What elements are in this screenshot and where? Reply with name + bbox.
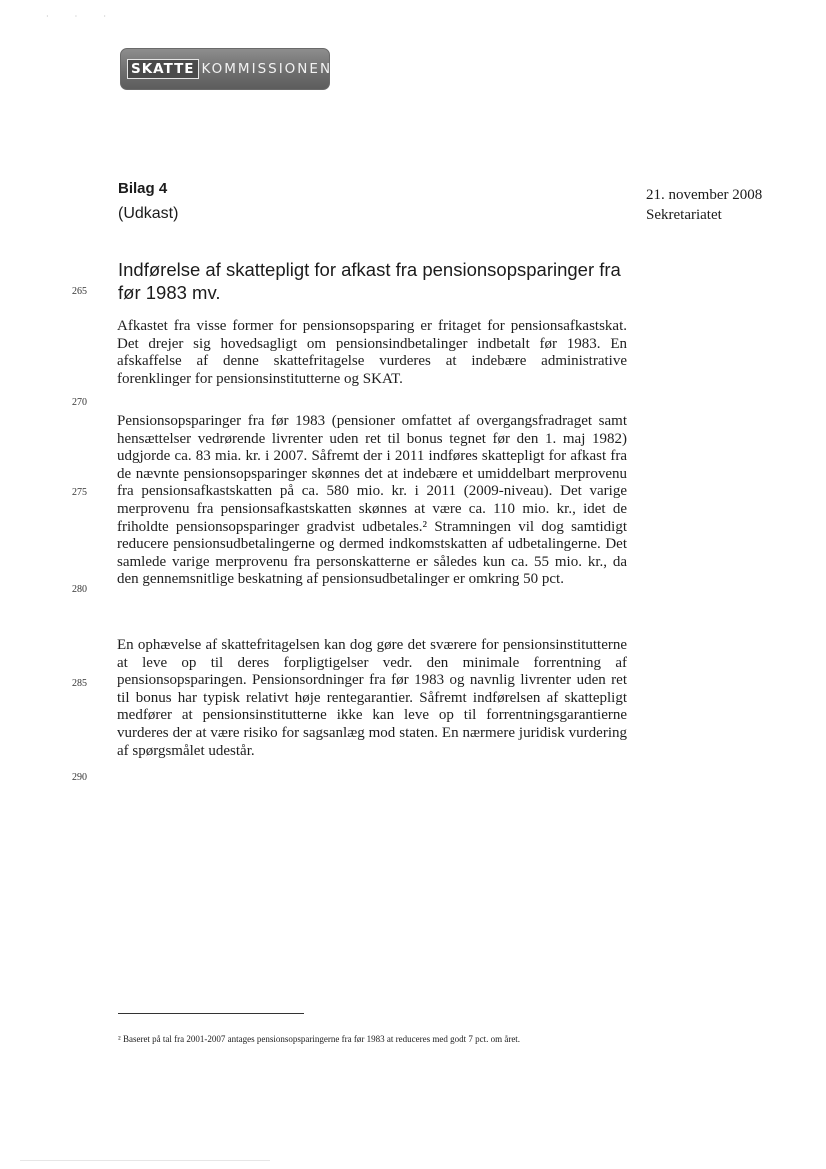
- document-date: 21. november 2008: [646, 187, 763, 203]
- logo-word-skatte: SKATTE: [127, 59, 199, 79]
- body-paragraph-1: Afkastet fra visse former for pensionsopsparing er fritaget for pensionsafkastskat. Det drejer sig hovedsagligt om pensionsindbetalinger indbetalt før 1983. En afskaffelse af denne skattefritagelse vurderes at indebære administrative forenklinger for pensionsinstitutterne og SKAT.: [117, 318, 627, 387]
- footnote: ² Baseret på tal fra 2001-2007 antages pensionsopsparingerne fra før 1983 at reduceres med godt 7 pct. om året.: [118, 1034, 521, 1044]
- line-number: 275: [72, 487, 87, 498]
- body-paragraph-2: Pensionsopsparinger fra før 1983 (pensioner omfattet af overgangsfradraget samt hensættelser vedrørende livrenter uden ret til bonus tegnet før den 1. maj 1982) udgjorde ca. 83 mia. kr. i 2007. Såfremt der i 2011 indføres skattepligt for afkast fra de nævnte pensionsopsparinger skønnes det at indebære et umiddelbart merprovenu fra pensionsafkastskatten på ca. 580 mio. kr. i 2011 (2009-niveau). Det varige merprovenu fra pensionsafkastskatten skønnes at være ca. 110 mio. kr., idet de friholdte pensionsopsparinger gradvist udbetales.² Stramningen vil dog samtidigt reducere pensionsudbetalingerne og dermed indkomstskatten af udbetalingerne. Det samlede varige merprovenu fra personskatterne er således kun ca. 55 mio. kr., da den gennemsnitlige beskatning af pensionsudbetalinger er omkring 50 pct.: [117, 413, 627, 588]
- appendix-label: Bilag 4: [118, 180, 168, 197]
- draft-label: (Udkast): [118, 205, 179, 222]
- footnote-rule: [118, 1013, 304, 1014]
- line-number: 280: [72, 584, 87, 595]
- line-number: 265: [72, 286, 87, 297]
- body-paragraph-3: En ophævelse af skattefritagelsen kan dog gøre det sværere for pensionsinstitutterne at leve op til deres forpligtigelser vedr. den minimale forrentning af pensionsopsparingen. Pensionsordninger fra før 1983 og navnlig livrenter uden ret til bonus har typisk relativt høje rentegarantier. Såfremt indførelsen af skattepligt medfører at pensionsinstitutterne ikke kan leve op til forrentningsgarantierne vurderes der at være risiko for sagsanlæg mod staten. En nærmere juridisk vurdering af spørgsmålet udestår.: [117, 637, 627, 759]
- skattekommissionen-logo: [120, 48, 333, 90]
- date-block: [646, 185, 762, 225]
- scan-specks: · · ·: [46, 12, 118, 21]
- line-number: 270: [72, 397, 87, 408]
- logo-word-kommissionen: KOMMISSIONEN: [201, 61, 333, 77]
- document-unit: Sekretariatet: [646, 207, 722, 223]
- line-number: 290: [72, 772, 87, 783]
- document-title: Indførelse af skattepligt for afkast fra pensionsopsparinger fra før 1983 mv.: [118, 259, 621, 303]
- line-number: 285: [72, 678, 87, 689]
- scan-edge-line: [20, 1160, 270, 1161]
